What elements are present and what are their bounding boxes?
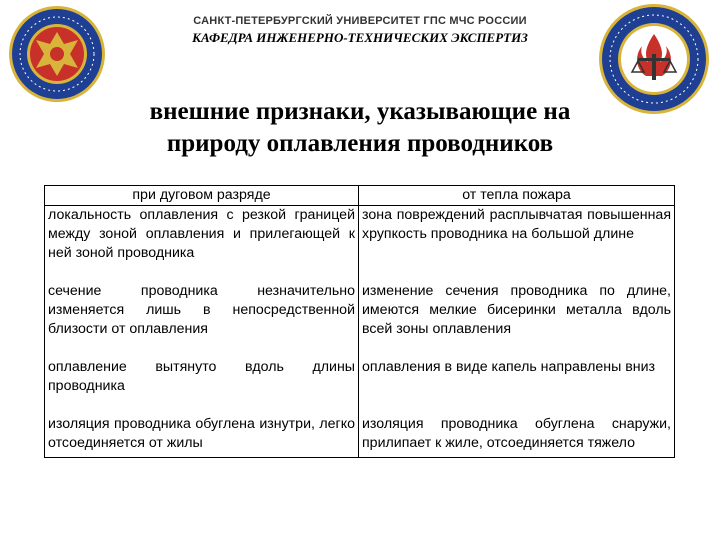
department-name: КАФЕДРА ИНЖЕНЕРНО-ТЕХНИЧЕСКИХ ЭКСПЕРТИЗ — [192, 30, 528, 45]
title-line-1: внешние признаки, указывающие на — [149, 98, 571, 125]
column-header-fire: от тепла пожара — [359, 186, 675, 206]
university-name: САНКТ-ПЕТЕРБУРГСКИЙ УНИВЕРСИТЕТ ГПС МЧС РОССИИ — [193, 15, 527, 27]
page-title — [60, 96, 660, 160]
title-line-2: природу оплавления проводников — [166, 130, 554, 157]
university-emblem-icon — [4, 4, 110, 104]
table-cell: изоляция проводника обуглена снаружи, прилипает к жиле, отсоединяется тяжело — [359, 415, 675, 458]
table-row — [45, 415, 675, 458]
table-cell: оплавления в виде капель направлены вниз — [359, 358, 675, 415]
table-cell: зона повреждений расплывчатая повышенная хрупкость проводника на большой длине — [359, 206, 675, 283]
table-cell: оплавление вытянуто вдоль длины проводника — [45, 358, 359, 415]
table-row — [45, 282, 675, 358]
table-cell: сечение проводника незначительно изменяется лишь в непосредственной близости от оплавления — [45, 282, 359, 358]
comparison-table — [44, 185, 675, 458]
table-row — [45, 206, 675, 283]
table-cell: локальность оплавления с резкой границей между зоной оплавления и прилегающей к ней зоной проводника — [45, 206, 359, 283]
table-header-row — [45, 186, 675, 206]
table-cell: изоляция проводника обуглена изнутри, легко отсоединяется от жилы — [45, 415, 359, 458]
table-cell: изменение сечения проводника по длине, имеются мелкие бисеринки металла вдоль всей зоны оплавления — [359, 282, 675, 358]
table-row — [45, 358, 675, 415]
column-header-arc: при дуговом разряде — [45, 186, 359, 206]
